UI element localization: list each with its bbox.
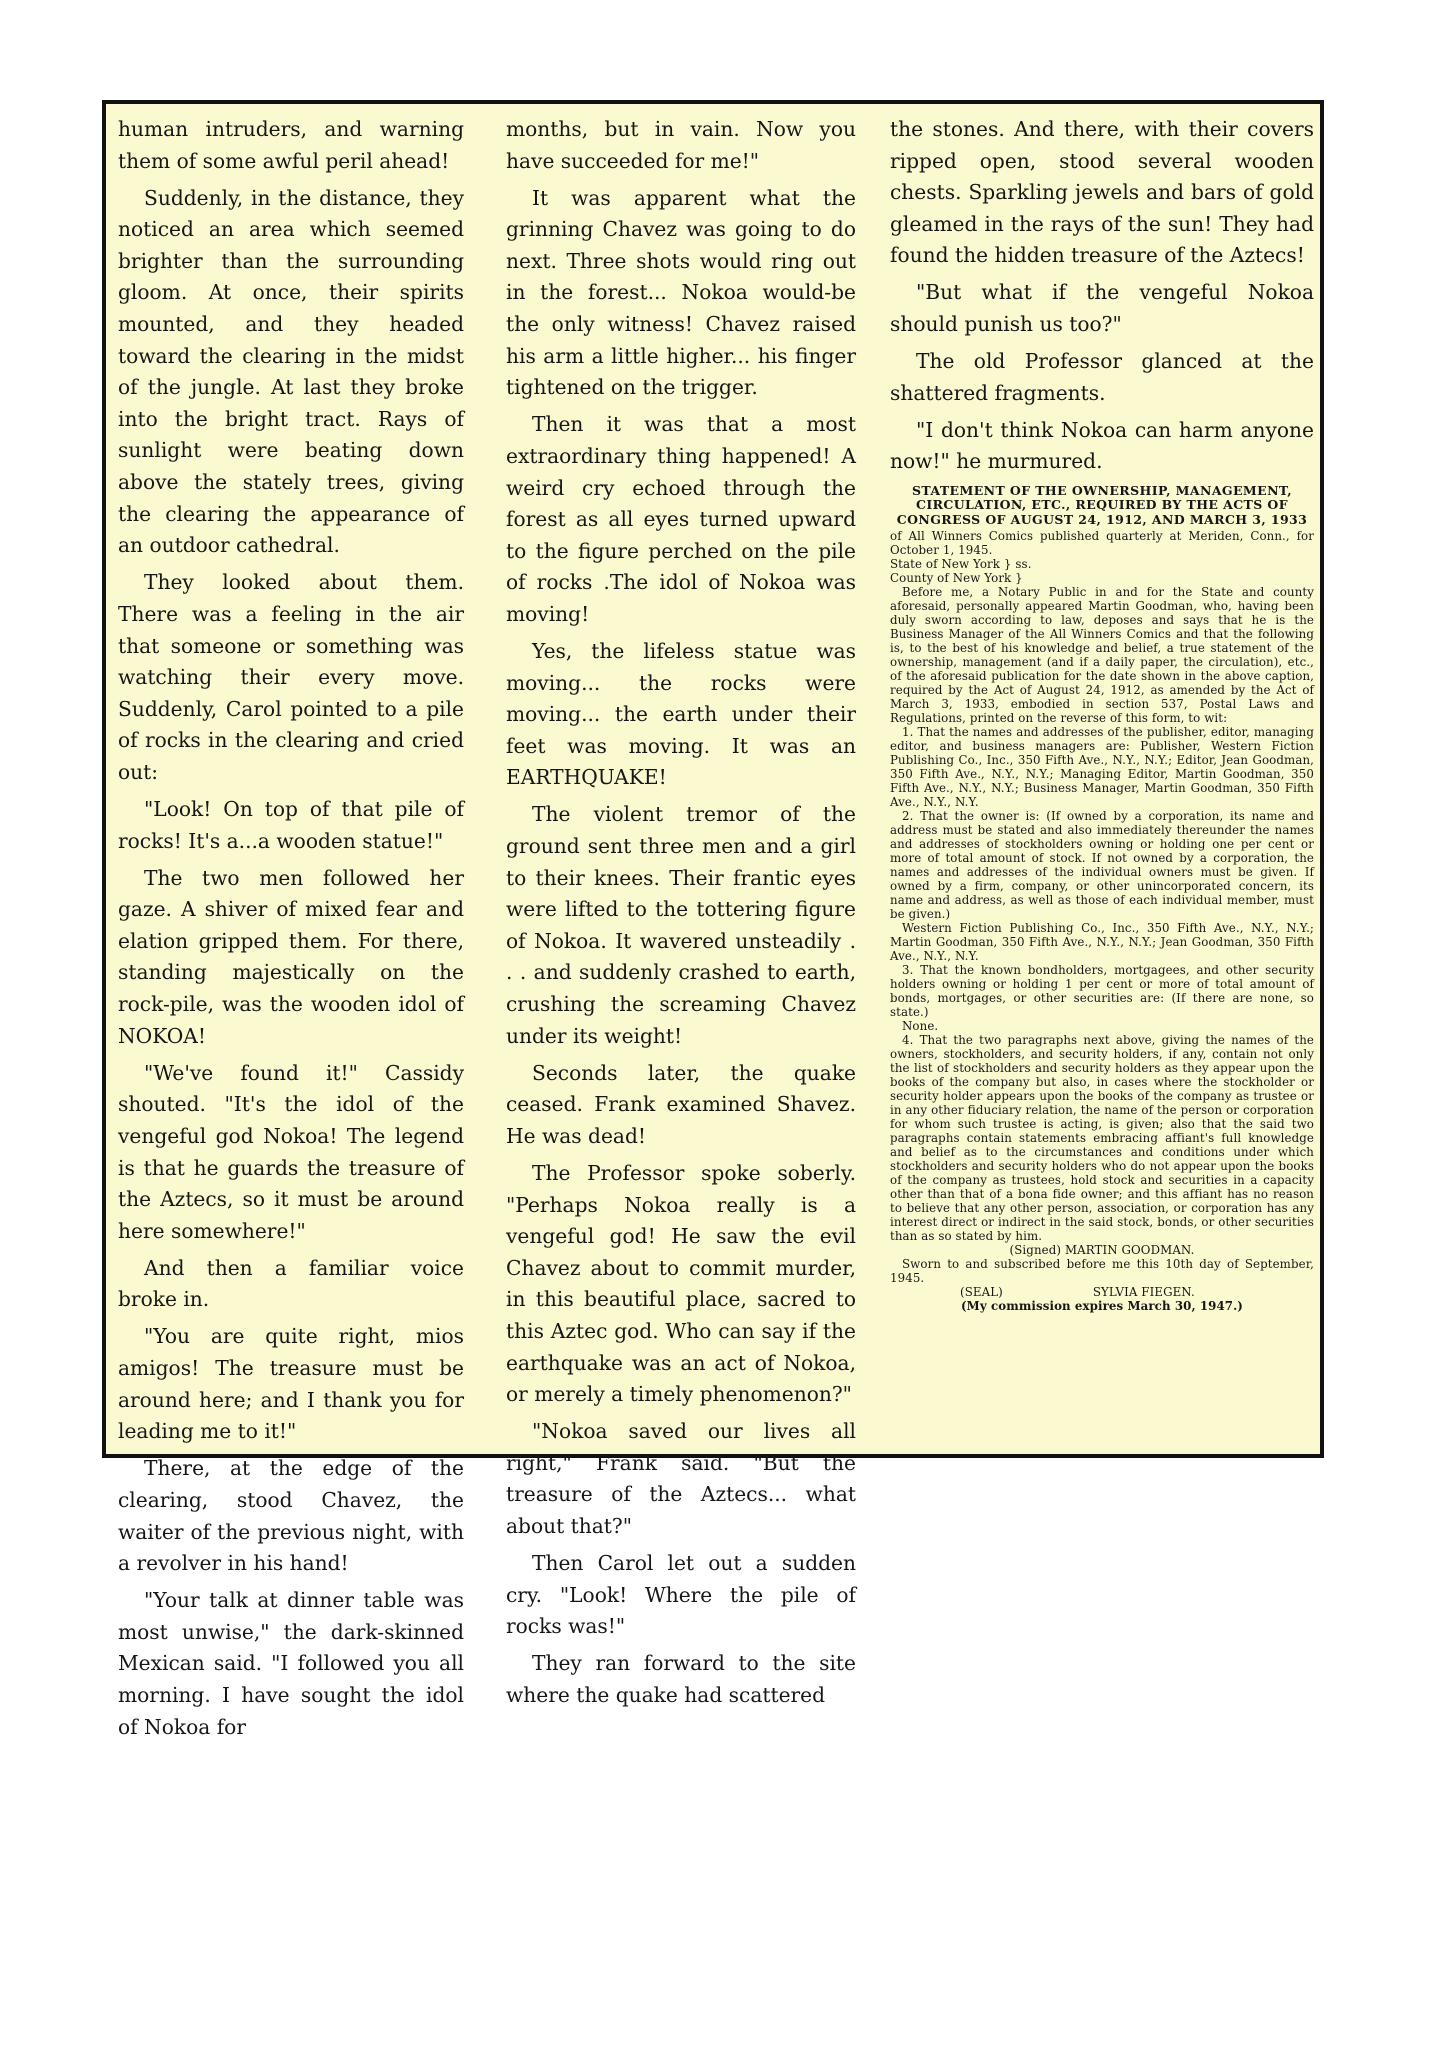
statement-item-3: 3. That the known bondholders, mortgagees, and other security holders owning or holding 1 per cent or more of total amount of bonds, mortgages, or other securities are: (If there are none, so state.) xyxy=(890,963,1314,1020)
story-paragraph: "You are quite right, mios amigos! The treasure must be around here; and I thank you for leading me to it!" xyxy=(118,1324,464,1444)
notary-name: SYLVIA FIEGEN. xyxy=(1092,1285,1195,1300)
statement-sworn: Sworn to and subscribed before me this 10th day of September, 1945. xyxy=(890,1257,1314,1286)
statement-para: Before me, a Notary Public in and for the State and county aforesaid, personally appeared Martin Goodman, who, having been duly sworn according to law, deposes and says that he is the Business Manager of the All Winners Comics and that the following is, to the best of his knowledge and belief, a true statement of the ownership, management (and if a daily paper, the circulation), etc., of the aforesaid publication for the date shown in the above caption, required by the Act of August 24, 1912, as amended by the Act of March 3, 1933, embodied in section 537, Postal Laws and Regulations, printed on the reverse of this form, to wit: xyxy=(890,585,1314,726)
statement-item-2b: Western Fiction Publishing Co., Inc., 350 Fifth Ave., N.Y., N.Y.; Martin Goodman, 350 Fifth Ave., N.Y., N.Y.; Jean Goodman, 350 Fifth Ave., N.Y., N.Y. xyxy=(890,921,1314,964)
text-column-2 xyxy=(506,114,856,1707)
story-paragraph: "I don't think Nokoa can harm anyone now!" he murmured. xyxy=(890,417,1314,474)
story-paragraph: Seconds later, the quake ceased. Frank examined Shavez. He was dead! xyxy=(506,1060,856,1148)
story-paragraph: Suddenly, in the distance, they noticed an area which seemed brighter than the surrounding gloom. At once, their spirits mounted, and they headed toward the clearing in the midst of the jungle. At last they broke into the bright tract. Rays of sunlight were beating down above the stately trees, giving the clearing the appearance of an outdoor cathedral. xyxy=(118,185,464,558)
story-paragraph: "Nokoa saved our lives all right," Frank said. "But the treasure of the Aztecs... what about that?" xyxy=(506,1419,856,1539)
venue-state: State of New York xyxy=(890,557,1001,572)
seal: (SEAL) xyxy=(960,1285,1003,1300)
story-paragraph: The violent tremor of the ground sent three men and a girl to their knees. Their frantic eyes were lifted to the tottering figure of Nokoa. It wavered unsteadily . . . and suddenly crashed to earth, crushing the screaming Chavez under its weight! xyxy=(506,802,856,1048)
story-paragraph: It was apparent what the grinning Chavez was going to do next. Three shots would ring out in the forest... Nokoa would-be the only witness! Chavez raised his arm a little higher... his finger tightened on the trigger. xyxy=(506,185,856,400)
text-column-3 xyxy=(890,114,1314,1446)
statement-seal-line xyxy=(890,1285,1314,1299)
statement-item-4: 4. That the two paragraphs next above, giving the names of the owners, stockholders, and security holders, if any, contain not only the list of stockholders and security holders as they appear upon the books of the company but also, in cases where the stockholder or security holder appears upon the books of the company as trustee or in any other fiduciary relation, the name of the person or corporation for whom such trustee is acting, is given; also that the said two paragraphs contain statements embracing affiant's full knowledge and belief as to the circumstances and conditions under which stockholders and security holders who do not appear upon the books of the company as trustees, hold stock and securities in a capacity other than that of a bona fide owner; and this affiant has no reason to believe that any other person, association, or corporation has any interest direct or indirect in the said stock, bonds, or other securities than as so stated by him. xyxy=(890,1033,1314,1244)
story-paragraph: human intruders, and warning them of some awful peril ahead! xyxy=(118,117,464,173)
story-paragraph: the stones. And there, with their covers ripped open, stood several wooden chests. Sparkling jewels and bars of gold gleamed in the rays of the sun! They had found the hidden treasure of the Aztecs! xyxy=(890,117,1314,268)
statement-heading: STATEMENT OF THE OWNERSHIP, MANAGEMENT, CIRCULATION, ETC., REQUIRED BY THE ACTS OF CONGRESS OF AUGUST 24, 1912, AND MARCH 3, 1933 xyxy=(896,482,1308,527)
story-paragraph: Then it was that a most extraordinary thing happened! A weird cry echoed through the forest as all eyes turned upward to the figure perched on the pile of rocks .The idol of Nokoa was moving! xyxy=(506,412,856,626)
story-paragraph: The Professor spoke soberly. "Perhaps Nokoa really is a vengeful god! He saw the evil Chavez about to commit murder, in this beautiful place, sacred to this Aztec god. Who can say if the earthquake was an act of Nokoa, or merely a timely phenomenon?" xyxy=(506,1161,856,1407)
story-paragraph: The old Professor glanced at the shattered fragments. xyxy=(890,349,1314,405)
story-conclusion xyxy=(890,114,1314,478)
page-panel xyxy=(102,100,1324,1739)
ownership-statement xyxy=(890,484,1314,1314)
statement-venue: State of New York } ss. County of New York } xyxy=(890,557,1032,586)
story-paragraph: There, at the edge of the clearing, stood Chavez, the waiter of the previous night, with a revolver in his hand! xyxy=(118,1456,464,1576)
story-paragraph: The two men followed her gaze. A shiver of mixed fear and elation gripped them. For there, standing majestically on the rock-pile, was the wooden idol of NOKOA! xyxy=(118,865,464,1048)
statement-intro: of All Winners Comics published quarterly at Meriden, Conn., for October 1, 1945. xyxy=(890,529,1314,558)
story-paragraph: Then Carol let out a sudden cry. "Look! Where the pile of rocks was!" xyxy=(506,1551,856,1639)
statement-item-1: 1. That the names and addresses of the publisher, editor, managing editor, and business managers are: Publisher, Western Fiction Publishing Co., Inc., 350 Fifth Ave., N.Y., N.Y.; Editor, Jean Goodman, 350 Fifth Ave., N.Y., N.Y.; Managing Editor, Martin Goodman, 350 Fifth Ave., N.Y., N.Y.; Business Manager, Martin Goodman, 350 Fifth Ave., N.Y., N.Y. xyxy=(890,725,1314,810)
story-paragraph: "We've found it!" Cassidy shouted. "It's the idol of the vengeful god Nokoa! The legend is that he guards the treasure of the Aztecs, so it must be around here somewhere!" xyxy=(118,1060,464,1243)
story-paragraph: "Your talk at dinner table was most unwise," the dark-skinned Mexican said. "I followed you all morning. I have sought the idol of Nokoa for xyxy=(118,1588,464,1739)
text-column-1 xyxy=(118,114,464,1739)
story-paragraph: They ran forward to the site where the quake had scattered xyxy=(506,1651,856,1707)
statement-commission: (My commission expires March 30, 1947.) xyxy=(961,1299,1243,1314)
story-paragraph: months, but in vain. Now you have succeeded for me!" xyxy=(506,117,856,173)
statement-signed: (Signed) MARTIN GOODMAN. xyxy=(1009,1243,1195,1258)
venue-ss: ss. xyxy=(1015,557,1032,572)
statement-item-2: 2. That the owner is: (If owned by a corporation, its name and address must be stated and also immediately thereunder the names and addresses of stockholders owning or holding one per cent or more of total amount of stock. If not owned by a corporation, the names and addresses of the individual owners must be given. If owned by a firm, company, or other unincorporated concern, its name and address, as well as those of each individual member, must be given.) xyxy=(890,809,1314,922)
story-paragraph: "Look! On top of that pile of rocks! It's a...a wooden statue!" xyxy=(118,796,464,853)
story-paragraph: And then a familiar voice broke in. xyxy=(118,1255,464,1312)
venue-county: County of New York xyxy=(890,571,1012,586)
statement-none: None. xyxy=(902,1019,939,1034)
story-paragraph: "But what if the vengeful Nokoa should punish us too?" xyxy=(890,280,1314,337)
story-paragraph: They looked about them. There was a feeling in the air that someone or something was watching their every move. Suddenly, Carol pointed to a pile of rocks in the clearing and cried out: xyxy=(118,570,464,784)
story-paragraph: Yes, the lifeless statue was moving... the rocks were moving... the earth under their feet was moving. It was an EARTHQUAKE! xyxy=(506,639,856,790)
